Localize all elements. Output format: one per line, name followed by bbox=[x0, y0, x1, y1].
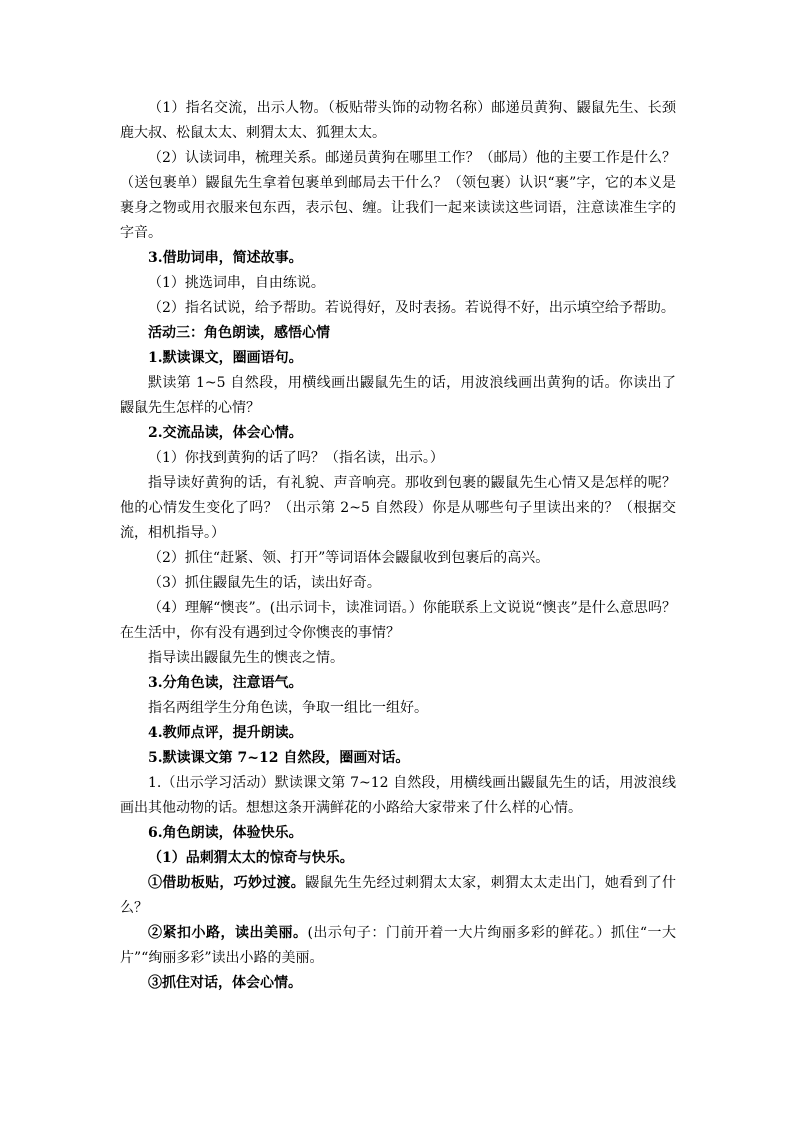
paragraph-group-reading: 指名两组学生分角色读，争取一组比一组好。 bbox=[148, 700, 428, 716]
body-beautiful-path: (出示句子：门前开着一大片绚丽多彩的鲜花。）抓住“一大片”“绚丽多彩”读出小路的美丽。 bbox=[120, 925, 676, 966]
heading-silent-reading: 1.默读课文，圈画语句。 bbox=[148, 350, 303, 366]
heading-experience-joy: 6.角色朗读，体验快乐。 bbox=[148, 825, 303, 841]
heading-activity-three: 活动三：角色朗读，感悟心情 bbox=[148, 325, 330, 341]
lead-beautiful-path: ②紧扣小路，读出美丽。 bbox=[148, 925, 308, 941]
paragraph-curious: （3）抓住鼹鼠先生的话，读出好奇。 bbox=[148, 575, 381, 591]
paragraph-try-telling: （2）指名试说，给予帮助。若说得好，及时表扬。若说得不好，出示填空给予帮助。 bbox=[148, 300, 675, 316]
paragraph-frustrated: （4）理解“懊丧”。(出示词卡，读准词语。）你能联系上文说说“懊丧”是什么意思吗？在生活中，你有没有遇到过令你懊丧的事情？ bbox=[120, 600, 676, 641]
body-transition: 鼹鼠先生先经过刺猬太太家，刺猬太太走出门，她看到了什么？ bbox=[120, 875, 677, 916]
document-page bbox=[120, 96, 676, 996]
heading-hedgehog: （1）品刺猬太太的惊奇与快乐。 bbox=[148, 850, 354, 866]
paragraph-characters: （1）指名交流，出示人物。（板贴带头饰的动物名称）邮递员黄狗、鼹鼠先生、长颈鹿大叔、松鼠太太、刺猬太太、狐狸太太。 bbox=[120, 100, 676, 141]
lead-transition: ①借助板贴，巧妙过渡。 bbox=[148, 875, 306, 891]
heading-role-reading: 3.分角色读，注意语气。 bbox=[148, 675, 303, 691]
heading-teacher-comment: 4.教师点评，提升朗读。 bbox=[148, 725, 303, 741]
paragraph-happy-words: （2）抓住“赶紧、领、打开”等词语体会鼹鼠收到包裹后的高兴。 bbox=[148, 550, 550, 566]
paragraph-beautiful-path bbox=[120, 921, 676, 971]
paragraph-find-dog-words: （1）你找到黄狗的话了吗？（指名读，出示。） bbox=[148, 450, 444, 466]
heading-dialogue-feeling: ③抓住对话，体会心情。 bbox=[148, 975, 302, 991]
paragraph-word-list: （2）认读词串，梳理关系。邮递员黄狗在哪里工作？（邮局）他的主要工作是什么？（送包裹单）鼹鼠先生拿着包裹单到邮局去干什么？（领包裹）认识“裹”字，它的本义是裹身之物或用衣服来包东西，表示包、缠。让我们一起来读读这些词语，注意读准生字的字音。 bbox=[120, 150, 676, 241]
paragraph-read-frustration: 指导读出鼹鼠先生的懊丧之情。 bbox=[148, 650, 344, 666]
paragraph-learning-activity: 1.（出示学习活动）默读课文第 7~12 自然段，用横线画出鼹鼠先生的话，用波浪线画出其他动物的话。想想这条开满鲜花的小路给大家带来了什么样的心情。 bbox=[120, 775, 676, 816]
paragraph-transition bbox=[120, 871, 676, 921]
heading-retell-story: 3.借助词串，简述故事。 bbox=[148, 250, 303, 266]
paragraph-free-practice: （1）挑选词串，自由练说。 bbox=[148, 275, 325, 291]
paragraph-guide-reading: 指导读好黄狗的话，有礼貌、声音响亮。那收到包裹的鼹鼠先生心情又是怎样的呢？他的心情发生变化了吗？（出示第 2~5 自然段）你是从哪些句子里读出来的？（根据交流，相机指导。） bbox=[120, 475, 676, 541]
heading-exchange-reading: 2.交流品读，体会心情。 bbox=[148, 425, 303, 441]
paragraph-silent-reading: 默读第 1~5 自然段，用横线画出鼹鼠先生的话，用波浪线画出黄狗的话。你读出了鼹鼠先生怎样的心情？ bbox=[120, 375, 676, 416]
heading-read-paragraphs: 5.默读课文第 7~12 自然段，圈画对话。 bbox=[148, 750, 410, 766]
